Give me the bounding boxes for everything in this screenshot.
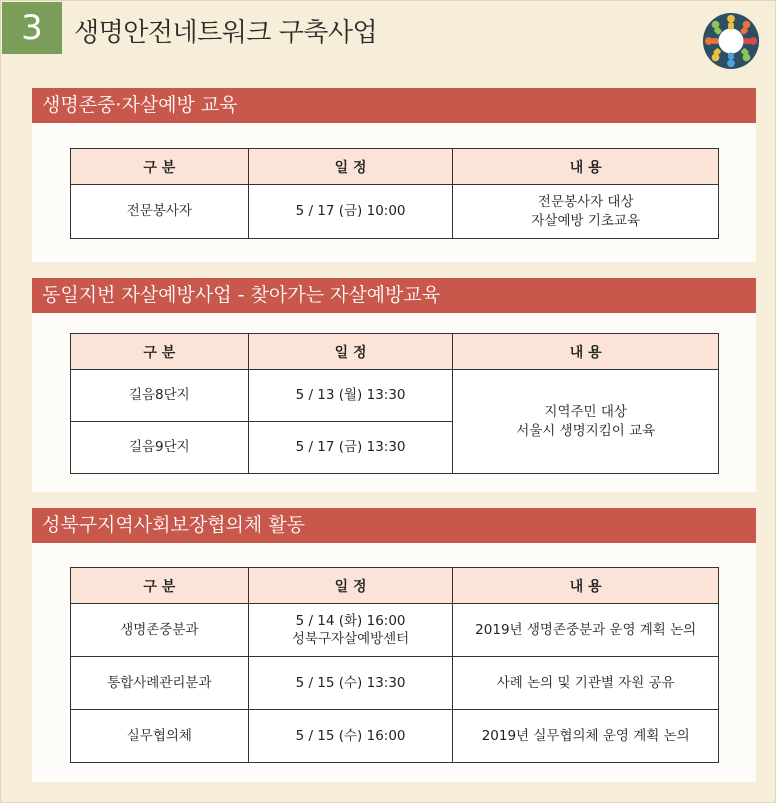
table-cell-content: 2019년 실무협의체 운영 계획 논의 [453, 710, 719, 763]
header-category: 구 분 [71, 568, 249, 604]
table-cell-category: 전문봉사자 [71, 185, 249, 239]
table-cell-content: 2019년 생명존중분과 운영 계획 논의 [453, 604, 719, 657]
section-title-1: 생명존중·자살예방 교육 [32, 88, 756, 123]
table-cell-content: 사례 논의 및 기관별 자원 공유 [453, 657, 719, 710]
table-cell-schedule: 5 / 15 (수) 16:00 [248, 710, 453, 763]
page-title: 생명안전네트워크 구축사업 [74, 18, 378, 48]
table-cell-category: 통합사례관리분과 [71, 657, 249, 710]
table-cell-category: 길음9단지 [71, 422, 249, 474]
table-cell-category: 생명존중분과 [71, 604, 249, 657]
table-cell-schedule: 5 / 15 (수) 13:30 [248, 657, 453, 710]
table-cell-content [453, 185, 719, 239]
table-cell-schedule: 5 / 17 (금) 10:00 [248, 185, 453, 239]
schedule-table-1 [70, 148, 719, 239]
header-category: 구 분 [71, 334, 249, 370]
schedule-table-3 [70, 567, 719, 763]
schedule-line: 5 / 14 (화) 16:00 [295, 612, 406, 629]
content-line: 자살예방 기초교육 [531, 212, 641, 229]
header-schedule: 일 정 [248, 568, 453, 604]
schedule-line: 성북구자살예방센터 [291, 631, 410, 647]
header-schedule: 일 정 [248, 334, 453, 370]
section-number-badge: 3 [2, 2, 62, 54]
table-cell-category: 길음8단지 [71, 370, 249, 422]
header-content: 내 용 [453, 149, 719, 185]
header-content: 내 용 [453, 568, 719, 604]
content-line: 전문봉사자 대상 [537, 194, 634, 211]
section-title-2: 동일지번 자살예방사업 - 찾아가는 자살예방교육 [32, 278, 756, 313]
table-cell-schedule [248, 604, 453, 657]
table-cell-content-merged [453, 370, 719, 474]
content-line: 지역주민 대상 [544, 404, 627, 421]
schedule-table-2 [70, 333, 719, 474]
table-cell-category: 실무협의체 [71, 710, 249, 763]
table-cell-schedule: 5 / 17 (금) 13:30 [248, 422, 453, 474]
content-line: 서울시 생명지킴이 교육 [516, 422, 656, 439]
people-circle-logo-icon [702, 12, 760, 70]
header-content: 내 용 [453, 334, 719, 370]
table-cell-schedule: 5 / 13 (월) 13:30 [248, 370, 453, 422]
section-title-3: 성북구지역사회보장협의체 활동 [32, 508, 756, 543]
header-category: 구 분 [71, 149, 249, 185]
header-schedule: 일 정 [248, 149, 453, 185]
